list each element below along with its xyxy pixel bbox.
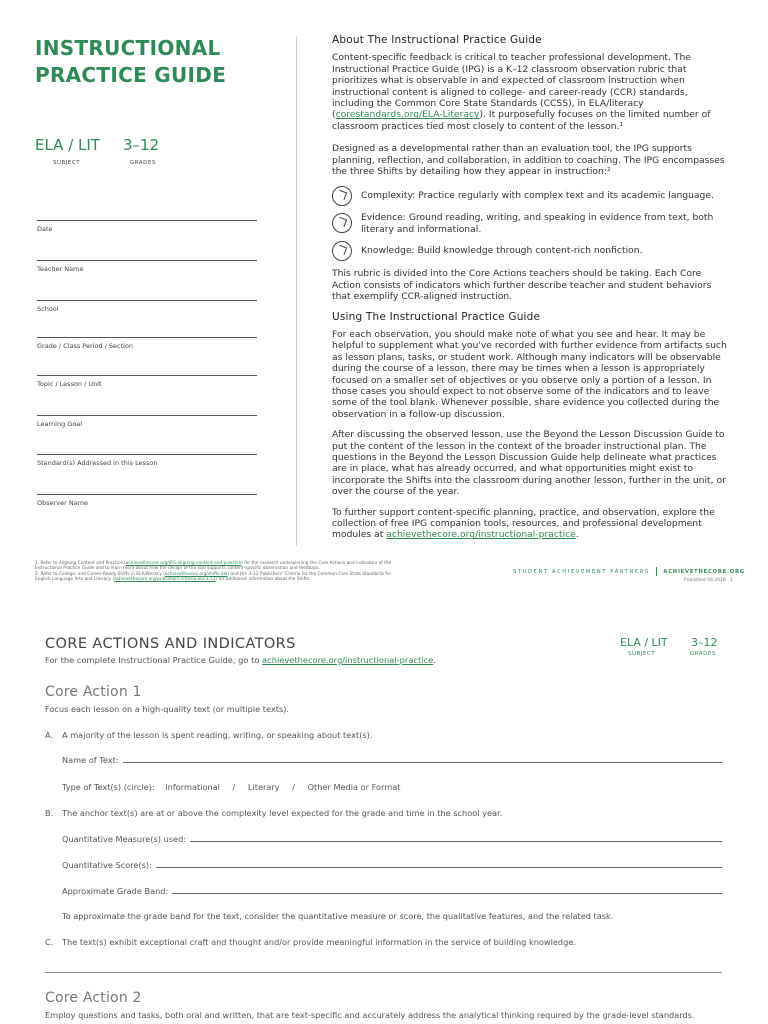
subject-value: ELA / LIT [35,136,100,154]
field-label: Name of Text: [62,755,119,765]
indicator-b-label: B. [45,808,54,818]
shift-text: Knowledge: Build knowledge through content-rich nonfiction. [361,245,643,257]
field-label: Standard(s) Addressed in this Lesson [37,459,158,467]
school-field[interactable] [37,300,257,313]
page-number: 1 [730,578,733,583]
footnote-link[interactable]: achievethecore.org/shifts-ela [164,571,228,577]
about-paragraph-3: This rubric is divided into the Core Actions teachers should be taking. Each Core Action consists of indicators which further describe teacher and student behaviors that exemplify CCR-aligned instruction. [332,268,712,303]
field-label: Quantitative Measure(s) used: [62,834,187,844]
instructional-practice-link[interactable]: achievethecore.org/instructional-practice [386,529,576,541]
footnote-2: 2. Refer to College- and Career-Ready Shifts in ELA/literacy (achievethecore.org/shifts-ela) and the 3–12 Publishers' Criteria for the Common Core State Standards for English Language Arts and Literacy (achievethecore.org/publishers-criteria-ela-3-12) for additional information about the Shifts. [35,571,392,583]
title-line-1: INSTRUCTIONAL [35,36,221,60]
type-of-text-row [62,782,400,792]
using-heading: Using The Instructional Practice Guide [332,310,541,323]
field-label: Teacher Name [37,265,84,273]
corestandards-link[interactable]: corestandards.org/ELA-Literacy [335,109,480,121]
indicator-a-label: A. [45,730,54,740]
footnotes [35,561,405,583]
field-label: Topic / Lesson / Unit [37,380,102,388]
org-brand [513,567,745,576]
section-divider [45,972,722,973]
shift-complexity [332,186,732,206]
quantitative-measure-field[interactable] [62,834,722,844]
brand-divider [656,567,657,576]
using-paragraph-3: To further support content-specific planning, practice, and observation, explore the collection of free IPG companion tools, resources, and professional development modules at achievethecore.org/instructional-practice. [332,506,715,541]
field-label: Grade / Class Period / Section [37,342,134,350]
shift-text: Complexity: Practice regularly with complex text and its academic language. [361,190,714,202]
grade-band-field[interactable] [62,886,722,896]
name-of-text-field[interactable] [62,755,722,765]
quantitative-score-field[interactable] [62,860,722,870]
indicator-c-label: C. [45,937,54,947]
field-label: Date [37,225,53,233]
core-action-2-title: Core Action 2 [45,990,142,1006]
topic-field[interactable] [37,375,257,388]
subject-label: SUBJECT [628,651,656,657]
learning-goal-field[interactable] [37,415,257,428]
org-name: STUDENT ACHIEVEMENT PARTNERS [513,569,650,575]
about-heading: About The Instructional Practice Guide [332,34,542,46]
footnote-link[interactable]: achievethecore.org/IPG-aligning-content-and-practice [125,561,242,566]
shift-text: Evidence: Ground reading, writing, and speaking in evidence from text, both literary and informational. [361,212,714,235]
subject-label: SUBJECT [53,160,81,166]
knowledge-icon [332,241,352,261]
using-paragraph-1: For each observation, you should make note of what you see and hear. It may be helpful to supplement what you've recorded with further evidence from artifacts such as lesson plans, tasks, or student work. Although many indicators will be observable during the course of a lesson, there may be times when a lesson is appropriately focused on a smaller set of objectives or you observe only a portion of a lesson. In those cases you should expect to not observe some of the indicators and to leave some of the tool blank. Whenever possible, share evidence you collected during the observation in a follow-up discussion. [332,328,727,420]
grade-band-note: To approximate the grade band for the text, consider the quantitative measure or score, the qualitative features, and the related task. [62,911,614,921]
indicator-a-text: A majority of the lesson is spent reading, writing, or speaking about text(s). [62,730,373,740]
standards-field[interactable] [37,454,257,467]
field-label: Observer Name [37,499,89,507]
document-title [35,35,226,89]
field-label: School [37,305,59,313]
field-line [156,867,722,868]
using-paragraph-2: After discussing the observed lesson, use the Beyond the Lesson Discussion Guide to put the content of the lesson in the context of the broader instructional plan. The questions in the Beyond the Lesson Discussion Guide help delineate what practices are in place, what has already occurred, and what opportunities might exist to incorporate the Shifts into the classroom during another lesson, further in the unit, or over the course of the year. [332,429,726,498]
separator: / [292,782,295,792]
grade-class-field[interactable] [37,337,257,350]
grades-label: GRADES [130,160,156,166]
org-site: ACHIEVETHECORE.ORG [663,569,745,575]
footnote-link[interactable]: achievethecore.org/publishers-criteria-ela-3-12 [114,577,216,583]
separator: / [232,782,236,792]
about-section [332,35,732,541]
indicator-b-text: The anchor text(s) are at or above the complexity level expected for the grade and time in the school year. [62,808,503,818]
teacher-name-field[interactable] [37,260,257,273]
about-paragraph-1: Content-specific feedback is critical to teacher professional development. The Instructional Practice Guide (IPG) is a K–12 classroom observation rubric that prioritizes what is observable in and expected of classroom instruction when instructional content is aligned to college- and career-ready (CCR) standards, including the Common Core State Standards (CCSS), in ELA/literacy (corestandards.org/ELA-Literacy). It purposefully focuses on the limited number of classroom practices tied most closely to content of the lesson.¹ [332,52,711,132]
observer-name-field[interactable] [37,494,257,507]
complexity-icon [332,186,352,206]
instructional-practice-link[interactable]: achievethecore.org/instructional-practice [262,655,434,665]
type-option-literary[interactable]: Literary [247,782,280,792]
indicator-c-text: The text(s) exhibit exceptional craft and thought and/or provide meaningful information in the service of building knowledge. [62,937,576,947]
footnote-1: 1. Refer to Aligning Content and Practice (achievethecore.org/IPG-aligning-content-and-practice) for the research underpinning the Core Actions and indicators of the Instructional Practice Guide and to learn more about how the design of the tool supports content-specific observation and feedback. [35,561,392,572]
field-label: Approximate Grade Band: [62,886,169,896]
title-line-2: PRACTICE GUIDE [35,63,227,87]
field-line [172,893,722,894]
column-divider [296,36,297,546]
type-option-other[interactable]: Other Media or Format [307,782,401,792]
shift-evidence [332,211,732,235]
field-line [123,762,722,763]
about-paragraph-2: Designed as a developmental rather than an evaluation tool, the IPG supports planning, reflection, and collaboration, in addition to coaching. The IPG encompasses the three Shifts by detailing how they appear in instruction:² [332,143,725,178]
grades-value: 3–12 [691,636,718,649]
core-action-2-description: Employ questions and tasks, both oral and written, that are text-specific and accurately address the analytical thinking required by the grade-level standards. [45,1010,695,1020]
shift-knowledge [332,241,732,261]
core-action-1-title: Core Action 1 [45,684,142,700]
field-label: Quantitative Score(s): [62,860,152,870]
field-label: Type of Text(s) (circle): [62,782,155,792]
core-actions-heading: CORE ACTIONS AND INDICATORS [45,636,296,652]
date-field[interactable] [37,220,257,233]
type-option-informational[interactable]: Informational [165,782,220,792]
core-action-1-description: Focus each lesson on a high-quality text (or multiple texts). [45,704,290,714]
field-line [190,841,722,842]
grades-label: GRADES [690,651,716,657]
evidence-icon [332,213,352,233]
core-actions-subtitle: For the complete Instructional Practice Guide, go to achievethecore.org/instructional-practice. [45,655,436,665]
published-date: Published 08.2018 1 [684,578,733,583]
subject-value: ELA / LIT [620,636,668,649]
grades-value: 3–12 [123,136,160,154]
field-label: Learning Goal [37,420,83,428]
